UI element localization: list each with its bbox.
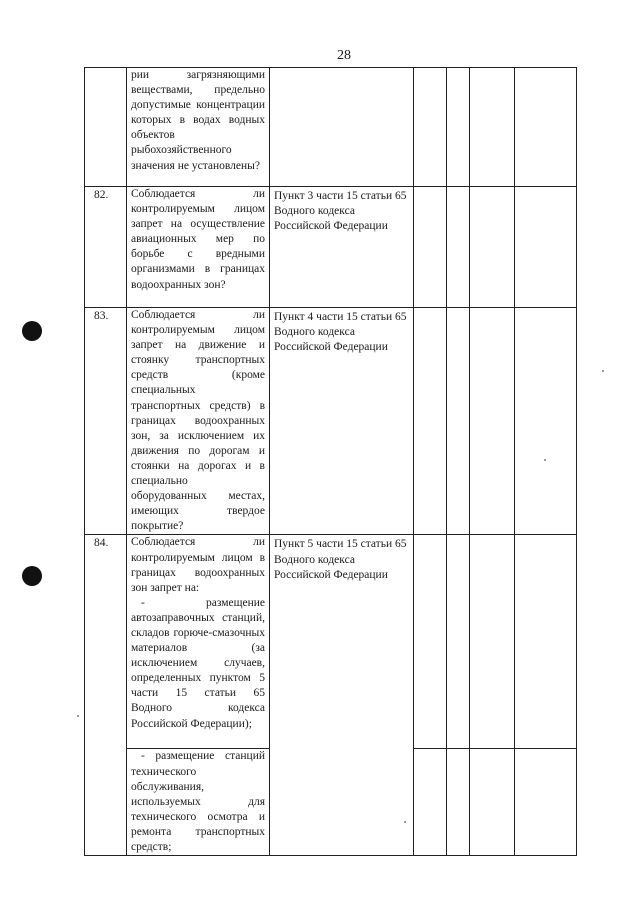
question-cell	[127, 68, 270, 187]
checklist-table	[84, 67, 577, 856]
sub-item-text: - размещение автозаправочных станций, складов горюче-смазочных материалов (за исключением случаев, определенных пунктом 5 части 15 статьи 65 Водного кодекса Российской Федерации);	[131, 596, 265, 730]
row-number: 83.	[85, 308, 127, 535]
notes-cell	[515, 308, 577, 535]
question-text: Соблюдается ли контролируемым лицом запрет на движение и стоянку транспортных средств (кроме специальных транспортных средств) в границах водоохранных зон, за исключением их движения по дорогам и стоянки на дорогах и в специально оборудованных местах, имеющих твердое покрытие?	[131, 309, 265, 533]
notes-cell	[515, 535, 577, 749]
answer-no-cell	[447, 187, 470, 308]
checklist-table-container	[84, 67, 577, 856]
answer-no-cell	[447, 749, 470, 856]
scan-speck	[602, 370, 604, 372]
notes-cell	[515, 749, 577, 856]
answer-no-cell	[447, 535, 470, 749]
question-text: рии загрязняющими веществами, предельно допустимые концентрации которых в водах водных объектов рыбохозяйственного значения не установлены?	[131, 69, 265, 172]
law-reference: Пункт 3 части 15 статьи 65 Водного кодекса Российской Федерации	[270, 187, 414, 308]
number-cell	[85, 68, 127, 187]
answer-yes-cell	[414, 749, 447, 856]
answer-na-cell	[470, 535, 515, 749]
row-number: 82.	[85, 187, 127, 308]
law-cell	[270, 68, 414, 187]
page-number: 28	[337, 48, 351, 63]
question-cell	[127, 749, 270, 856]
table-row	[85, 187, 577, 308]
answer-yes-cell	[414, 308, 447, 535]
question-cell	[127, 308, 270, 535]
question-cell	[127, 187, 270, 308]
notes-cell	[515, 187, 577, 308]
answer-na-cell	[470, 187, 515, 308]
answer-yes-cell	[414, 187, 447, 308]
row-number: 84.	[85, 535, 127, 856]
answer-na-cell	[470, 749, 515, 856]
answer-yes-cell	[414, 68, 447, 187]
question-text: Соблюдается ли контролируемым лицом в границах водоохранных зон запрет на:	[131, 536, 265, 594]
table-row-continuation	[85, 68, 577, 187]
answer-na-cell	[470, 308, 515, 535]
question-text: Соблюдается ли контролируемым лицом запрет на осуществление авиационных мер по борьбе с вредными организмами в границах водоохранных зон?	[131, 188, 265, 291]
question-cell	[127, 535, 270, 749]
answer-no-cell	[447, 308, 470, 535]
table-row	[85, 308, 577, 535]
notes-cell	[515, 68, 577, 187]
sub-item-text: - размещение станций технического обслуживания, используемых для технического осмотра и ремонта транспортных средств;	[131, 750, 265, 853]
punch-hole	[22, 566, 42, 586]
punch-hole	[22, 321, 42, 341]
table-row	[85, 535, 577, 749]
scan-speck	[77, 715, 79, 717]
answer-no-cell	[447, 68, 470, 187]
answer-na-cell	[470, 68, 515, 187]
law-reference: Пункт 4 части 15 статьи 65 Водного кодекса Российской Федерации	[270, 308, 414, 535]
answer-yes-cell	[414, 535, 447, 749]
law-reference: Пункт 5 части 15 статьи 65 Водного кодекса Российской Федерации	[270, 535, 414, 856]
